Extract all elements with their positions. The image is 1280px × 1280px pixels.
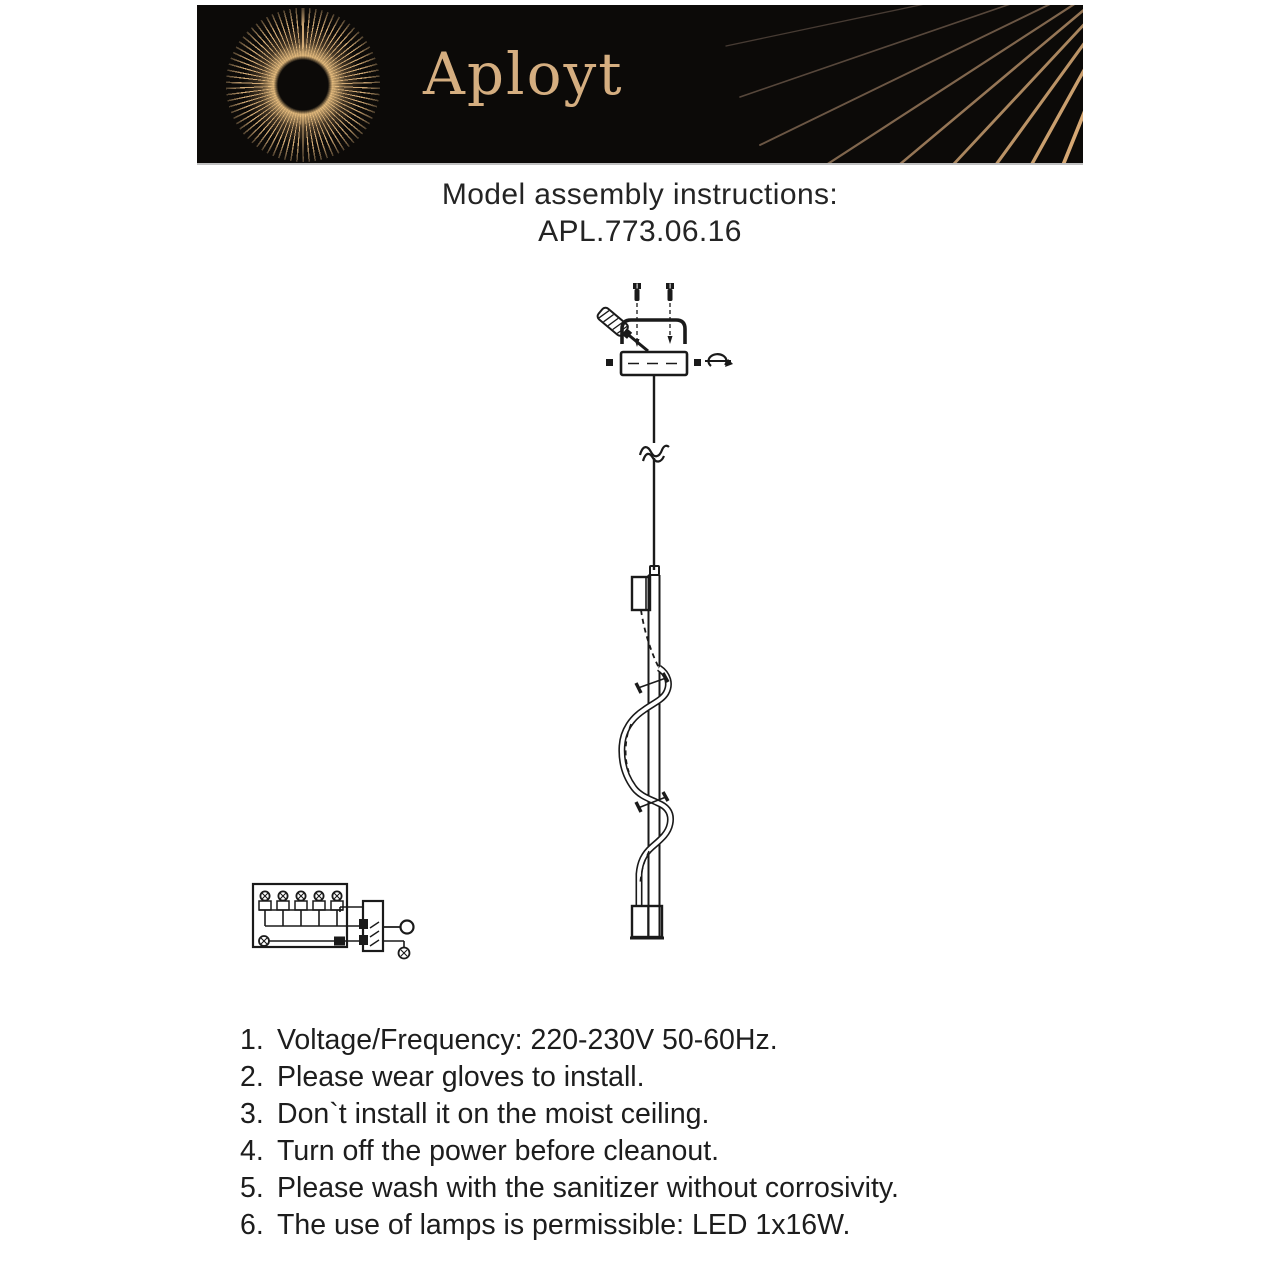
- list-item: [240, 1059, 1070, 1096]
- model-number: APL.773.06.16: [538, 215, 742, 248]
- screw-icon: [633, 283, 674, 301]
- terminal-block: [359, 901, 383, 951]
- ring-terminal-icon: [383, 921, 414, 934]
- item-text: Please wear gloves to install.: [277, 1061, 645, 1093]
- terminal-screws: [259, 891, 343, 910]
- item-number: 6.: [240, 1209, 264, 1241]
- item-text: Turn off the power before cleanout.: [277, 1135, 720, 1167]
- item-text: Please wash with the sanitizer without corrosivity.: [277, 1172, 899, 1204]
- title-block: [0, 176, 1280, 250]
- instructions-list: [240, 1022, 1070, 1244]
- screw-rotation-icon: [705, 354, 733, 367]
- item-number: 3.: [240, 1098, 264, 1130]
- list-item: [240, 1022, 1070, 1059]
- item-text: The use of lamps is permissible: LED 1x16W.: [277, 1209, 851, 1241]
- item-text: Voltage/Frequency: 220-230V 50-60Hz.: [277, 1024, 778, 1056]
- item-text: Don`t install it on the moist ceiling.: [277, 1098, 710, 1130]
- ground-screw-icon: [259, 936, 269, 946]
- brand-banner: [197, 5, 1083, 163]
- lamp-rod: [649, 575, 660, 936]
- sunburst-logo-icon: [226, 8, 380, 162]
- side-screw-icon: [694, 359, 701, 366]
- item-number: 4.: [240, 1135, 264, 1167]
- list-item: [240, 1096, 1070, 1133]
- item-number: 2.: [240, 1061, 264, 1093]
- list-item: [240, 1207, 1070, 1244]
- led-tube: [622, 668, 671, 905]
- screw-terminal-icon: [383, 941, 410, 959]
- list-item: [240, 1133, 1070, 1170]
- item-number: 5.: [240, 1172, 264, 1204]
- brand-name: Aployt: [423, 40, 624, 108]
- lamp-assembly-diagram: [596, 280, 740, 948]
- page-title: Model assembly instructions:: [441, 178, 839, 211]
- mounting-bracket: [622, 320, 685, 344]
- side-screw-icon: [606, 359, 613, 366]
- item-number: 1.: [240, 1024, 264, 1056]
- wiring-diagram: [248, 876, 428, 968]
- list-item: [240, 1170, 1070, 1207]
